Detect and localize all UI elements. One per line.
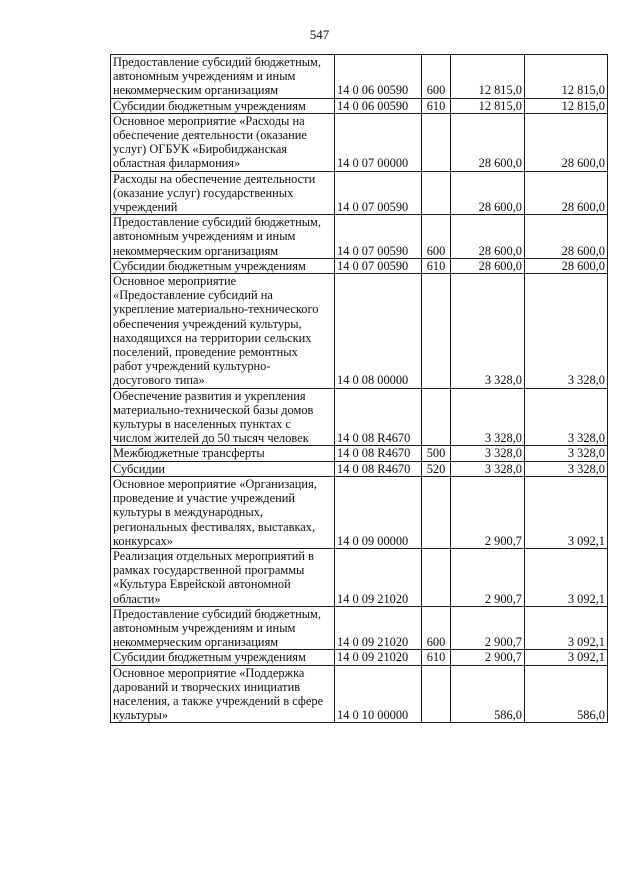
table-row bbox=[111, 113, 608, 171]
table-row bbox=[111, 171, 608, 215]
row-sum-second-cell: 3 092,1 bbox=[525, 548, 608, 606]
row-name-line: некоммерческим организациям bbox=[113, 243, 279, 258]
row-sum-first-cell: 2 900,7 bbox=[451, 476, 525, 548]
row-sum-first-cell: 28 600,0 bbox=[451, 258, 525, 273]
row-name-line: Межбюджетные трансферты bbox=[113, 446, 265, 461]
row-name-line: проведение и участие учреждений bbox=[113, 491, 295, 506]
row-sum-first-cell: 2 900,7 bbox=[451, 548, 525, 606]
row-sum-second-cell: 3 328,0 bbox=[525, 461, 608, 476]
row-name-line: дарований и творческих инициатив bbox=[113, 679, 301, 694]
row-expense-type-cell bbox=[422, 665, 451, 723]
row-name-line: (оказание услуг) государственных bbox=[113, 185, 294, 200]
row-code-cell: 14 0 08 R4670 bbox=[335, 446, 422, 461]
row-name-cell bbox=[111, 55, 335, 99]
row-name-line: культуры в международных, bbox=[113, 505, 263, 520]
row-code-cell: 14 0 08 R4670 bbox=[335, 388, 422, 446]
row-code-cell: 14 0 09 21020 bbox=[335, 606, 422, 650]
budget-table-body bbox=[111, 55, 608, 723]
row-expense-type-cell bbox=[422, 274, 451, 389]
row-name-line: Предоставление субсидий бюджетным, bbox=[113, 55, 321, 69]
row-sum-first-cell: 586,0 bbox=[451, 665, 525, 723]
row-code-cell: 14 0 07 00590 bbox=[335, 171, 422, 215]
row-name-line: Предоставление субсидий бюджетным, bbox=[113, 606, 321, 621]
row-expense-type-cell: 610 bbox=[422, 258, 451, 273]
row-name-line: некоммерческим организациям bbox=[113, 83, 279, 98]
row-code-cell: 14 0 10 00000 bbox=[335, 665, 422, 723]
row-name-line: культуры в населенных пунктах с bbox=[113, 417, 291, 432]
row-name-cell bbox=[111, 461, 335, 476]
table-row bbox=[111, 665, 608, 723]
table-row bbox=[111, 548, 608, 606]
row-expense-type-cell: 600 bbox=[422, 215, 451, 259]
row-name-line: Основное мероприятие bbox=[113, 274, 237, 289]
page-number: 547 bbox=[309, 27, 330, 42]
row-sum-first-cell: 2 900,7 bbox=[451, 606, 525, 650]
row-code-cell: 14 0 09 21020 bbox=[335, 548, 422, 606]
row-code-cell: 14 0 07 00000 bbox=[335, 113, 422, 171]
row-name-line: Субсидии bbox=[113, 461, 165, 476]
row-name-cell bbox=[111, 113, 335, 171]
table-row bbox=[111, 274, 608, 389]
row-code-cell: 14 0 06 00590 bbox=[335, 55, 422, 99]
row-name-line: «Культура Еврейской автономной bbox=[113, 577, 291, 592]
row-name-line: Предоставление субсидий бюджетным, bbox=[113, 215, 321, 230]
row-name-cell bbox=[111, 171, 335, 215]
row-sum-second-cell: 28 600,0 bbox=[525, 215, 608, 259]
row-code-cell: 14 0 07 00590 bbox=[335, 258, 422, 273]
row-sum-second-cell: 3 092,1 bbox=[525, 606, 608, 650]
row-name-cell bbox=[111, 98, 335, 113]
row-name-line: материально-технической базы домов bbox=[113, 402, 314, 417]
row-expense-type-cell bbox=[422, 113, 451, 171]
row-name-line: Субсидии бюджетным учреждениям bbox=[113, 98, 306, 113]
row-expense-type-cell: 610 bbox=[422, 650, 451, 665]
row-sum-second-cell: 3 092,1 bbox=[525, 650, 608, 665]
row-name-line: «Предоставление субсидий на bbox=[113, 288, 273, 303]
row-sum-first-cell: 28 600,0 bbox=[451, 113, 525, 171]
row-name-line: Основное мероприятие «Поддержка bbox=[113, 665, 305, 680]
row-name-line: региональных фестивалях, выставках, bbox=[113, 519, 316, 534]
row-name-line: рамках государственной программы bbox=[113, 563, 305, 578]
table-row bbox=[111, 215, 608, 259]
row-sum-second-cell: 12 815,0 bbox=[525, 98, 608, 113]
row-sum-second-cell: 586,0 bbox=[525, 665, 608, 723]
row-expense-type-cell: 600 bbox=[422, 55, 451, 99]
row-sum-first-cell: 3 328,0 bbox=[451, 388, 525, 446]
table-row bbox=[111, 446, 608, 461]
row-sum-second-cell: 3 328,0 bbox=[525, 274, 608, 389]
row-name-line: Обеспечение развития и укрепления bbox=[113, 388, 306, 403]
row-name-cell bbox=[111, 215, 335, 259]
row-name-line: Реализация отдельных мероприятий в bbox=[113, 548, 314, 563]
row-sum-first-cell: 12 815,0 bbox=[451, 55, 525, 99]
row-code-cell: 14 0 06 00590 bbox=[335, 98, 422, 113]
row-name-cell bbox=[111, 665, 335, 723]
row-name-line: обеспечения учреждений культуры, bbox=[113, 316, 302, 331]
row-name-line: областная филармония» bbox=[113, 156, 241, 171]
row-name-line: Субсидии бюджетным учреждениям bbox=[113, 650, 306, 665]
row-code-cell: 14 0 07 00590 bbox=[335, 215, 422, 259]
row-name-cell bbox=[111, 650, 335, 665]
row-name-cell bbox=[111, 258, 335, 273]
row-code-cell: 14 0 08 00000 bbox=[335, 274, 422, 389]
row-name-cell bbox=[111, 606, 335, 650]
row-sum-first-cell: 3 328,0 bbox=[451, 446, 525, 461]
row-expense-type-cell bbox=[422, 171, 451, 215]
row-name-line: числом жителей до 50 тысяч человек bbox=[113, 431, 309, 446]
row-expense-type-cell bbox=[422, 476, 451, 548]
row-name-line: Расходы на обеспечение деятельности bbox=[113, 171, 316, 186]
row-name-line: автономным учреждениям и иным bbox=[113, 69, 296, 84]
row-sum-second-cell: 28 600,0 bbox=[525, 171, 608, 215]
row-sum-first-cell: 28 600,0 bbox=[451, 215, 525, 259]
row-sum-second-cell: 3 328,0 bbox=[525, 388, 608, 446]
row-expense-type-cell bbox=[422, 548, 451, 606]
table-row bbox=[111, 476, 608, 548]
row-name-line: работ учреждений культурно- bbox=[113, 359, 271, 374]
row-sum-first-cell: 28 600,0 bbox=[451, 171, 525, 215]
row-name-line: находящихся на территории сельских bbox=[113, 330, 312, 345]
row-sum-first-cell: 2 900,7 bbox=[451, 650, 525, 665]
row-name-cell bbox=[111, 476, 335, 548]
row-sum-first-cell: 3 328,0 bbox=[451, 274, 525, 389]
row-expense-type-cell: 500 bbox=[422, 446, 451, 461]
row-code-cell: 14 0 08 R4670 bbox=[335, 461, 422, 476]
budget-table bbox=[110, 54, 608, 723]
row-name-line: укрепление материально-технического bbox=[113, 302, 319, 317]
row-name-line: услуг) ОГБУК «Биробиджанская bbox=[113, 142, 288, 157]
row-sum-second-cell: 28 600,0 bbox=[525, 113, 608, 171]
table-row bbox=[111, 388, 608, 446]
row-name-line: Основное мероприятие «Расходы на bbox=[113, 113, 305, 128]
row-sum-first-cell: 12 815,0 bbox=[451, 98, 525, 113]
row-name-line: автономным учреждениям и иным bbox=[113, 229, 296, 244]
row-expense-type-cell: 600 bbox=[422, 606, 451, 650]
row-name-line: обеспечение деятельности (оказание bbox=[113, 128, 307, 143]
row-expense-type-cell: 520 bbox=[422, 461, 451, 476]
row-name-cell bbox=[111, 548, 335, 606]
row-name-line: поселений, проведение ремонтных bbox=[113, 345, 298, 360]
row-name-line: Субсидии бюджетным учреждениям bbox=[113, 258, 306, 273]
row-name-line: автономным учреждениям и иным bbox=[113, 620, 296, 635]
row-code-cell: 14 0 09 21020 bbox=[335, 650, 422, 665]
row-name-line: населения, а также учреждений в сфере bbox=[113, 693, 324, 708]
row-name-line: досугового типа» bbox=[113, 373, 205, 388]
row-sum-second-cell: 3 328,0 bbox=[525, 446, 608, 461]
row-expense-type-cell: 610 bbox=[422, 98, 451, 113]
row-name-cell bbox=[111, 388, 335, 446]
row-name-line: культуры» bbox=[113, 708, 169, 723]
row-expense-type-cell bbox=[422, 388, 451, 446]
row-name-cell bbox=[111, 446, 335, 461]
row-name-cell bbox=[111, 274, 335, 389]
row-sum-second-cell: 28 600,0 bbox=[525, 258, 608, 273]
row-name-line: Основное мероприятие «Организация, bbox=[113, 476, 317, 491]
row-name-line: конкурсах» bbox=[113, 533, 173, 548]
table-row bbox=[111, 55, 608, 99]
row-sum-first-cell: 3 328,0 bbox=[451, 461, 525, 476]
row-name-line: учреждений bbox=[113, 200, 178, 215]
row-name-line: области» bbox=[113, 591, 161, 606]
table-row bbox=[111, 606, 608, 650]
table-row bbox=[111, 258, 608, 273]
table-row bbox=[111, 461, 608, 476]
row-sum-second-cell: 3 092,1 bbox=[525, 476, 608, 548]
row-code-cell: 14 0 09 00000 bbox=[335, 476, 422, 548]
row-name-line: некоммерческим организациям bbox=[113, 635, 279, 650]
row-sum-second-cell: 12 815,0 bbox=[525, 55, 608, 99]
table-row bbox=[111, 98, 608, 113]
table-row bbox=[111, 650, 608, 665]
